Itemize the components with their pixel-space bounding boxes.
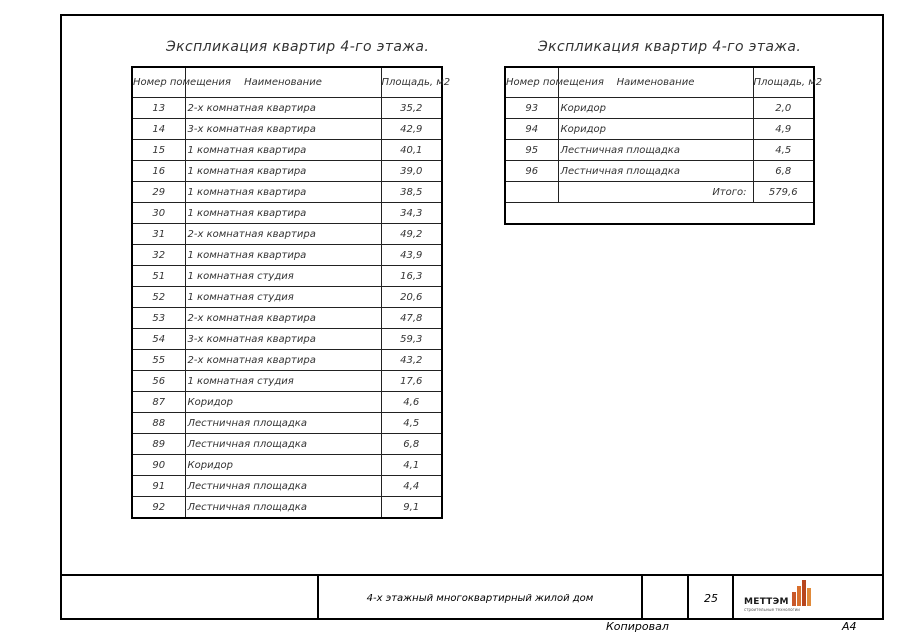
left-table-title: Экспликация квартир 4-го этажа. [166,39,430,55]
room-area: 2,0 [753,98,814,119]
room-number: 94 [505,119,558,140]
room-number: 32 [132,245,185,266]
room-name: 3-х комнатная квартира [185,329,381,350]
room-number: 87 [132,392,185,413]
room-area: 34,3 [381,203,442,224]
copied-label: Копировал [606,620,669,633]
room-name: 1 комнатная квартира [185,203,381,224]
room-area: 6,8 [381,434,442,455]
room-number: 90 [132,455,185,476]
room-area: 47,8 [381,308,442,329]
room-area: 40,1 [381,140,442,161]
room-number: 55 [132,350,185,371]
header-name: Наименование [185,67,381,98]
room-name: Коридор [558,98,753,119]
room-name: 1 комнатная квартира [185,245,381,266]
room-number: 30 [132,203,185,224]
room-area: 59,3 [381,329,442,350]
room-area: 43,2 [381,350,442,371]
table-row [132,350,442,371]
table-row [132,497,442,519]
total-empty-cell [505,182,558,203]
total-row [505,182,814,203]
table-row [132,203,442,224]
room-area: 4,1 [381,455,442,476]
room-name: 2-х комнатная квартира [185,308,381,329]
room-number: 95 [505,140,558,161]
header-number: Номер помещения [505,67,558,98]
room-name: 2-х комнатная квартира [185,224,381,245]
room-number: 54 [132,329,185,350]
room-number: 93 [505,98,558,119]
table-row [505,98,814,119]
logo-name: МЕТТЭМ [744,597,789,607]
room-name: 2-х комнатная квартира [185,98,381,119]
table-row [132,329,442,350]
table-row [132,413,442,434]
table-row [132,455,442,476]
table-row [132,434,442,455]
room-number: 14 [132,119,185,140]
company-logo [736,578,822,616]
room-number: 13 [132,98,185,119]
room-number: 29 [132,182,185,203]
header-number: Номер помещения [132,67,185,98]
room-area: 4,5 [381,413,442,434]
room-name: 1 комнатная студия [185,266,381,287]
room-area: 38,5 [381,182,442,203]
table-header-row [505,67,814,98]
right-table-title: Экспликация квартир 4-го этажа. [538,39,802,55]
table-row [132,266,442,287]
room-name: Лестничная площадка [558,140,753,161]
room-name: Лестничная площадка [185,476,381,497]
table-row [132,98,442,119]
room-name: Лестничная площадка [185,497,381,519]
logo-subtitle: строительные технологии [744,607,800,612]
format-label: А4 [842,620,857,633]
room-area: 4,6 [381,392,442,413]
table-row [132,392,442,413]
room-name: 2-х комнатная квартира [185,350,381,371]
header-area: Площадь, м2 [381,67,442,98]
stamp-divider [732,576,734,620]
room-name: 1 комнатная студия [185,287,381,308]
room-area: 35,2 [381,98,442,119]
room-area: 43,9 [381,245,442,266]
room-name: Лестничная площадка [185,413,381,434]
room-number: 16 [132,161,185,182]
room-area: 39,0 [381,161,442,182]
table-row [132,371,442,392]
room-area: 17,6 [381,371,442,392]
room-number: 92 [132,497,185,519]
stamp-divider [687,576,689,620]
left-explication-table [131,66,451,519]
room-area: 4,5 [753,140,814,161]
table-row [505,140,814,161]
table-row [132,140,442,161]
header-name: Наименование [558,67,753,98]
room-area: 16,3 [381,266,442,287]
room-number: 91 [132,476,185,497]
table-row [132,287,442,308]
room-area: 9,1 [381,497,442,519]
room-number: 56 [132,371,185,392]
table-row [132,476,442,497]
room-number: 88 [132,413,185,434]
room-name: Коридор [558,119,753,140]
room-name: 1 комнатная квартира [185,140,381,161]
right-explication-table [504,66,823,225]
room-name: 3-х комнатная квартира [185,119,381,140]
room-area: 6,8 [753,161,814,182]
room-number: 89 [132,434,185,455]
room-name: 1 комнатная квартира [185,182,381,203]
total-value: 579,6 [753,182,814,203]
table-header-row [132,67,442,98]
room-name: 1 комнатная студия [185,371,381,392]
room-area: 42,9 [381,119,442,140]
room-area: 49,2 [381,224,442,245]
table-row [132,182,442,203]
empty-row [505,203,814,225]
room-number: 31 [132,224,185,245]
table-row [132,245,442,266]
room-number: 52 [132,287,185,308]
header-area: Площадь, м2 [753,67,814,98]
project-title: 4-х этажный многоквартирный жилой дом [366,592,594,604]
room-area: 4,9 [753,119,814,140]
table-row [132,119,442,140]
empty-cell [505,203,814,225]
room-name: Коридор [185,392,381,413]
room-name: Коридор [185,455,381,476]
room-name: Лестничная площадка [185,434,381,455]
room-number: 51 [132,266,185,287]
room-number: 15 [132,140,185,161]
table-row [132,161,442,182]
room-area: 20,6 [381,287,442,308]
room-name: Лестничная площадка [558,161,753,182]
room-name: 1 комнатная квартира [185,161,381,182]
total-label: Итого: [558,182,753,203]
room-number: 96 [505,161,558,182]
table-row [505,119,814,140]
room-area: 4,4 [381,476,442,497]
table-row [132,224,442,245]
room-number: 53 [132,308,185,329]
table-row [132,308,442,329]
table-row [505,161,814,182]
sheet-number: 25 [704,591,718,605]
